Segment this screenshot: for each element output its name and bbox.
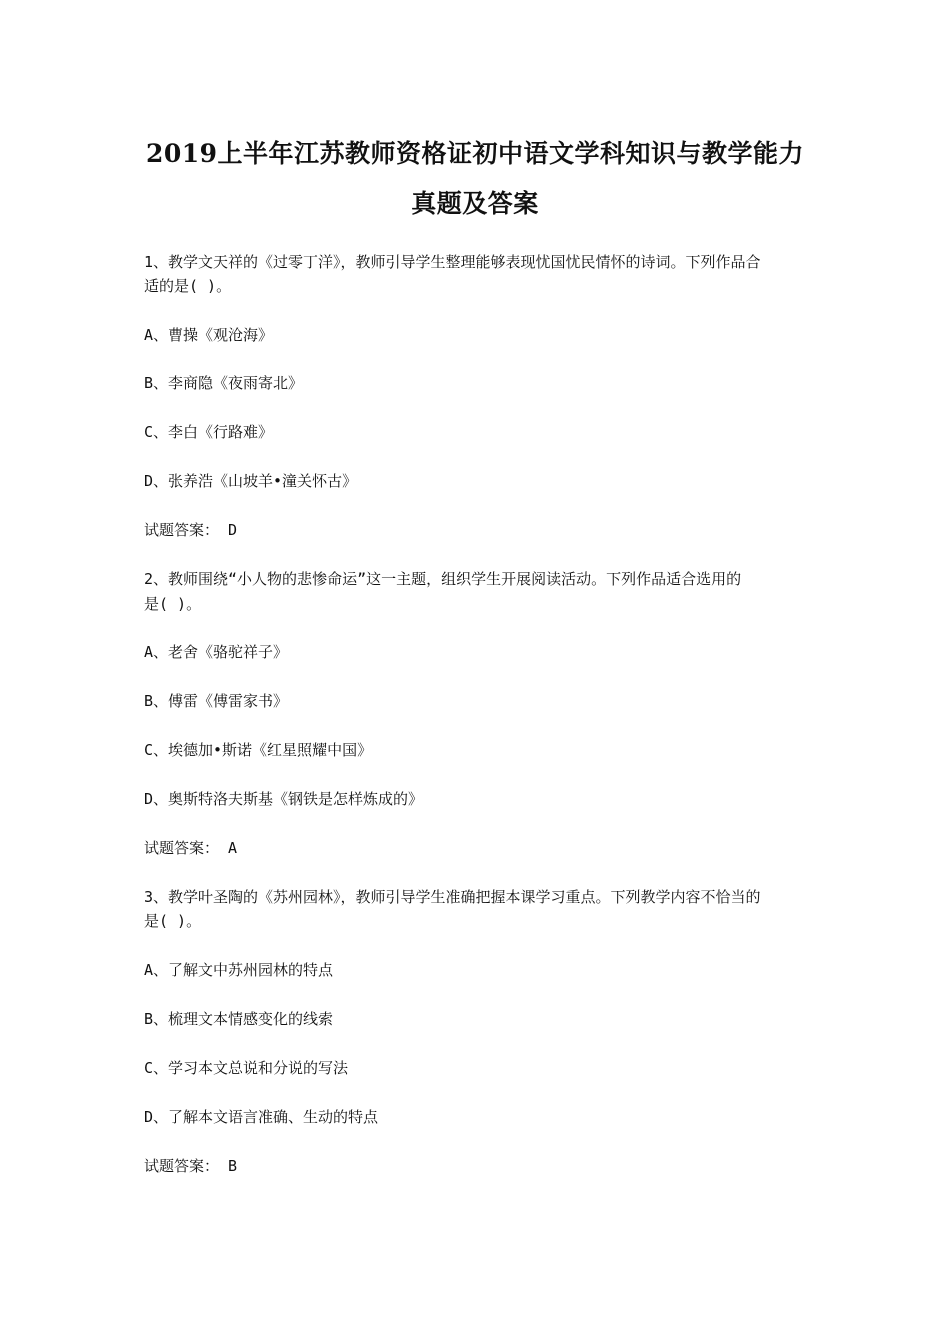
document-title-line-2: 真题及答案 xyxy=(411,189,539,218)
question-3-stem-line-1: 3、教学叶圣陶的《苏州园林》，教师引导学生准确把握本课学习重点。下列教学内容不恰当的 xyxy=(144,888,761,906)
question-2-option-a: A、老舍《骆驼祥子》 xyxy=(144,643,289,661)
question-3-option-b: B、梳理文本情感变化的线索 xyxy=(144,1010,334,1028)
question-2-option-b: B、傅雷《傅雷家书》 xyxy=(144,692,289,710)
document-title-line-1: 2019上半年江苏教师资格证初中语文学科知识与教学能力 xyxy=(145,139,805,168)
question-3-answer: 试题答案： B xyxy=(144,1157,238,1175)
question-3-option-a: A、了解文中苏州园林的特点 xyxy=(144,961,334,979)
question-3-option-d: D、了解本文语言准确、生动的特点 xyxy=(144,1108,379,1126)
question-2-stem-line-1: 2、教师围绕“小人物的悲惨命运”这一主题，组织学生开展阅读活动。下列作品适合选用的 xyxy=(144,570,742,588)
question-1-option-a: A、曹操《观沧海》 xyxy=(144,326,274,344)
question-2-answer: 试题答案： A xyxy=(144,839,238,857)
question-1-stem-line-2: 适的是( )。 xyxy=(144,277,232,295)
question-1-option-b: B、李商隐《夜雨寄北》 xyxy=(144,374,304,392)
question-2-option-c: C、埃德加•斯诺《红星照耀中国》 xyxy=(144,741,373,759)
question-1-option-d: D、张养浩《山坡羊•潼关怀古》 xyxy=(144,472,358,490)
question-1-option-c: C、李白《行路难》 xyxy=(144,423,274,441)
question-1-stem-line-1: 1、教学文天祥的《过零丁洋》，教师引导学生整理能够表现忧国忧民情怀的诗词。下列作品合 xyxy=(144,253,761,271)
question-3-stem-line-2: 是( )。 xyxy=(144,912,202,930)
question-1-answer: 试题答案： D xyxy=(144,521,238,539)
question-2-stem-line-2: 是( )。 xyxy=(144,595,202,613)
question-2-option-d: D、奥斯特洛夫斯基《钢铁是怎样炼成的》 xyxy=(144,790,424,808)
question-3-option-c: C、学习本文总说和分说的写法 xyxy=(144,1059,349,1077)
